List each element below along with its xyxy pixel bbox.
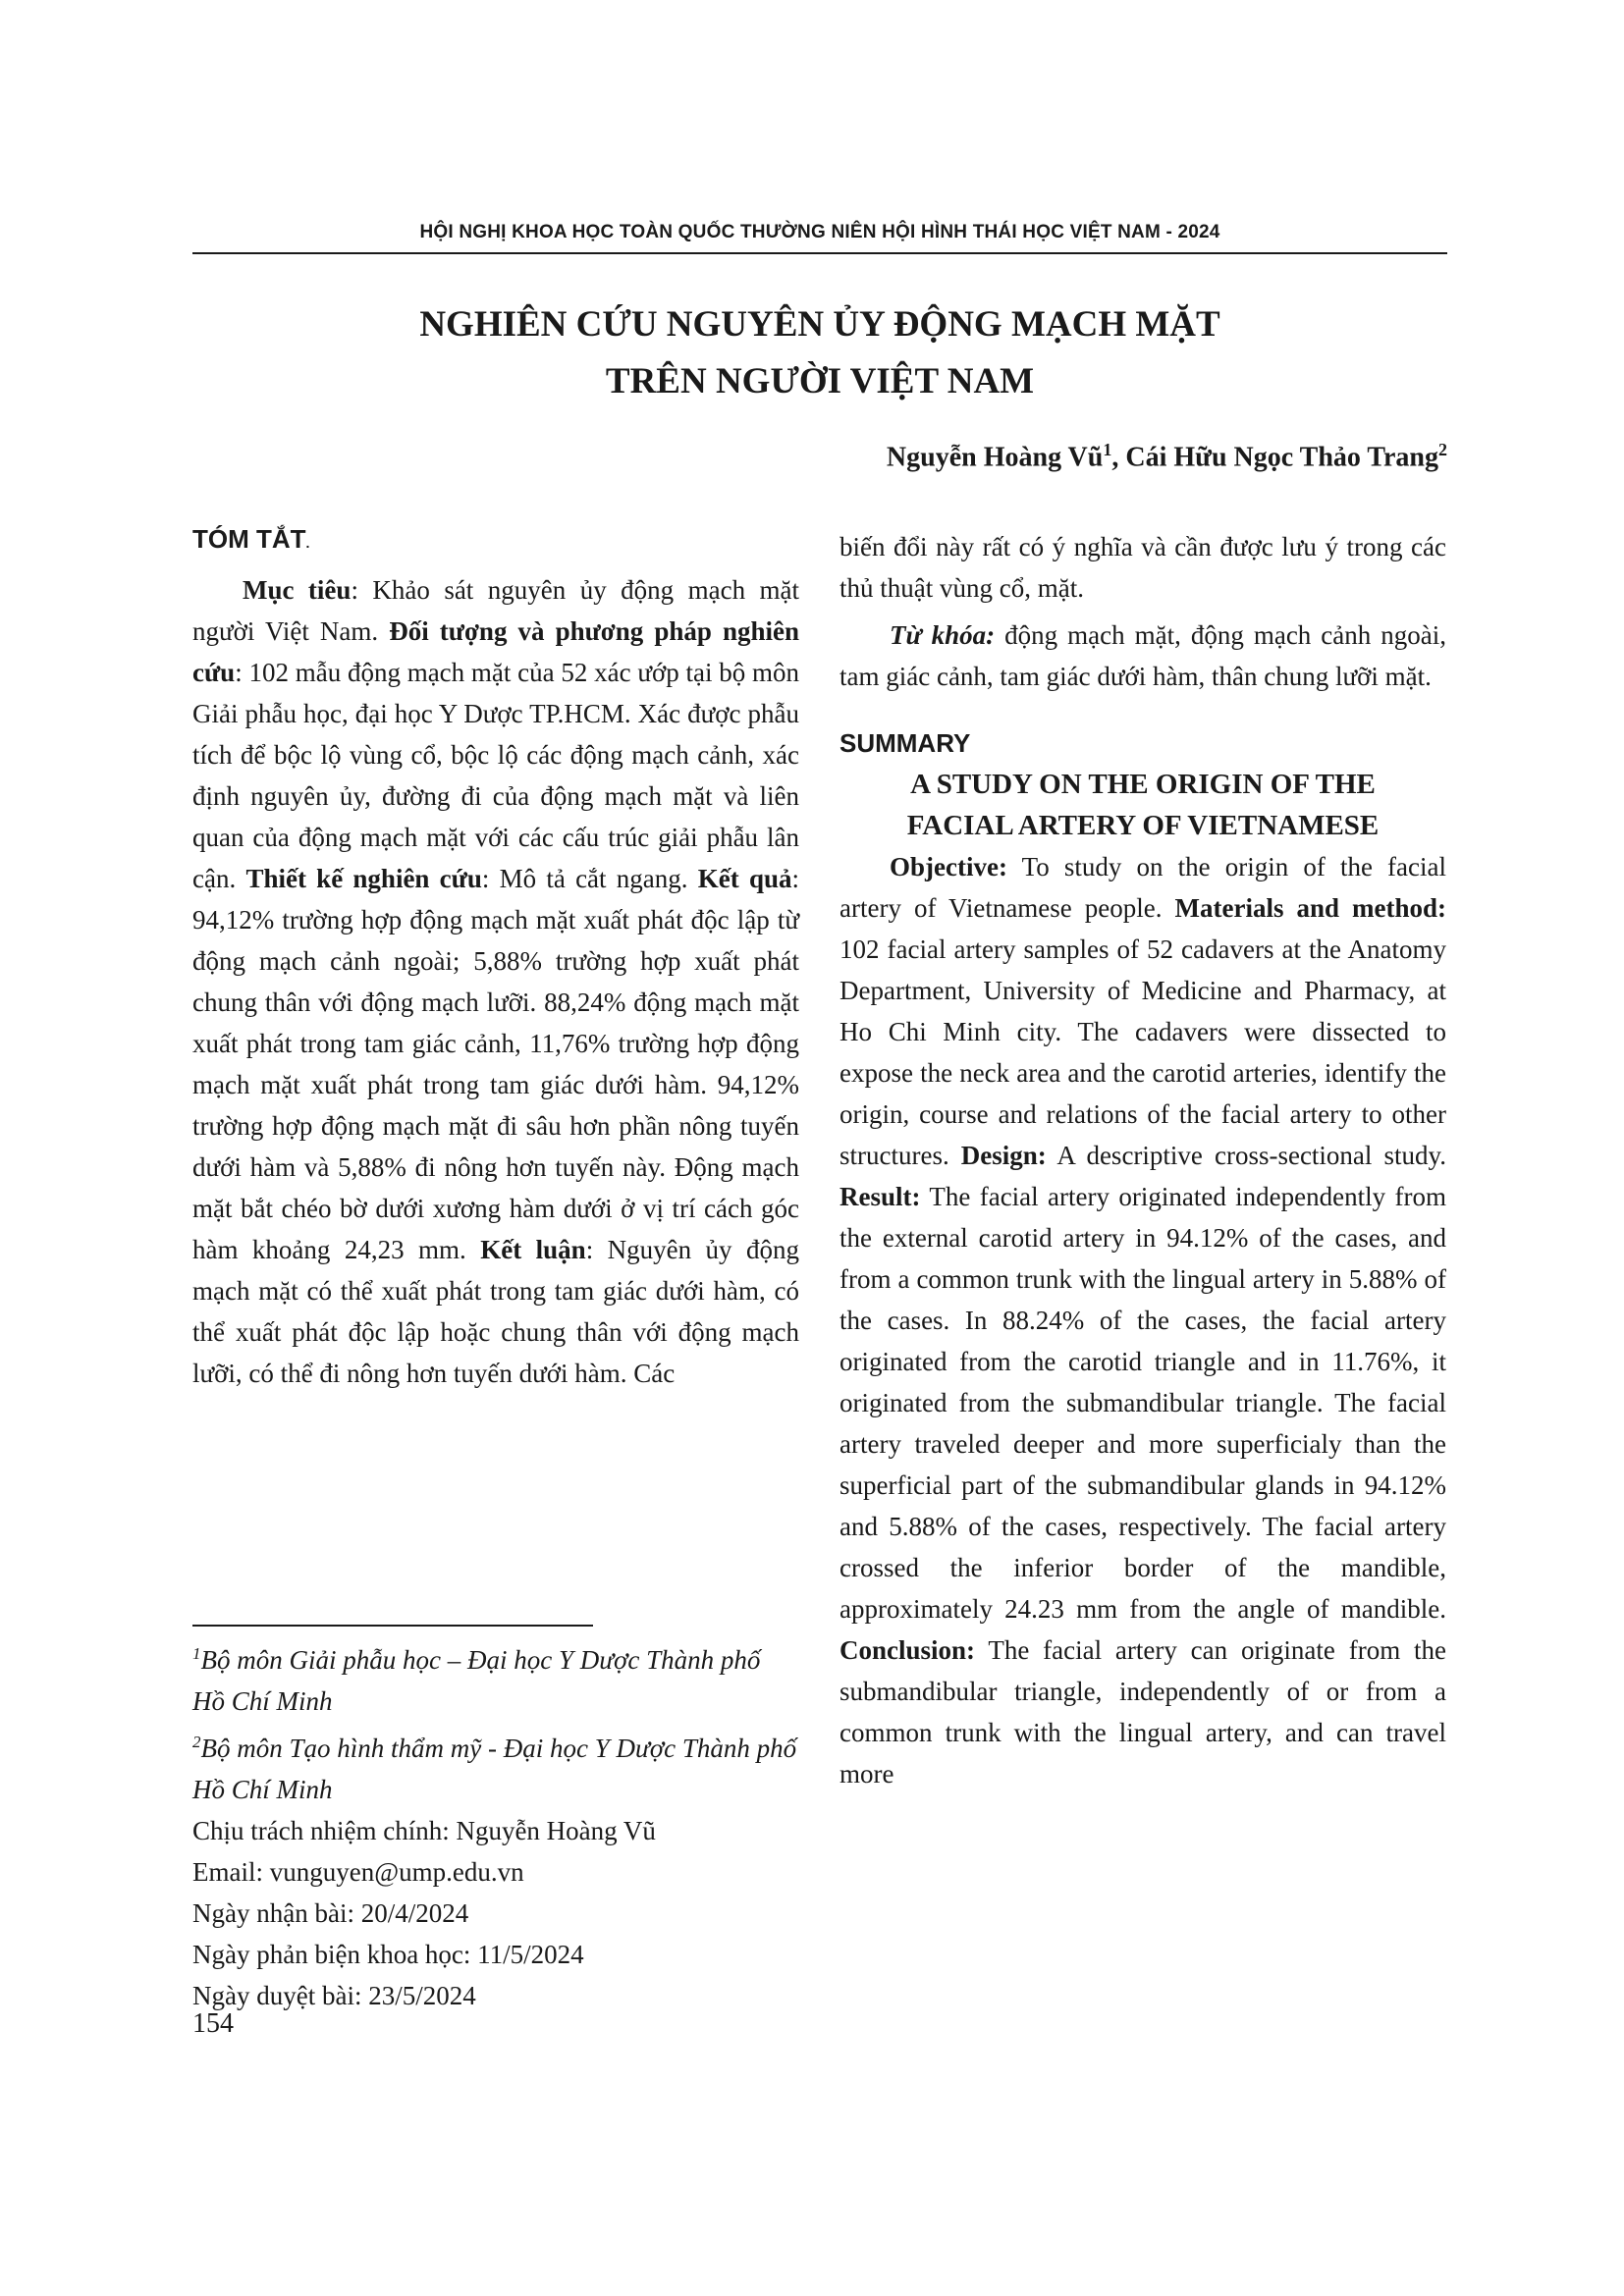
objective-label-en: Objective: xyxy=(890,852,1007,881)
objective-label-vi: Mục tiêu xyxy=(243,575,352,605)
conclusion-text-vi-part1: : Nguyên ủy động mạch mặt có thể xuất phát trong tam giác dưới hàm, có thể xuất phát độc lập hoặc chung thân với động mạch lưỡi, có thể đi nông hơn tuyến dưới hàm. Các xyxy=(192,1235,799,1388)
materials-label-en: Materials and method: xyxy=(1174,893,1446,923)
abstract-en-heading: SUMMARY xyxy=(839,728,971,758)
affiliation-2: $^2$Bộ môn Tạo hình thẩm mỹ - Đại học Y Dược Thành phố Hồ Chí Minh xyxy=(192,1733,797,1804)
date-received: Ngày nhận bài: 20/4/2024 xyxy=(192,1898,469,1928)
date-approved: Ngày duyệt bài: 23/5/2024 xyxy=(192,1981,476,2010)
paper-title xyxy=(192,296,1447,410)
author-1: Nguyễn Hoàng Vũ xyxy=(886,442,1104,473)
conclusion-label-vi: Kết luận xyxy=(480,1235,586,1264)
date-reviewed: Ngày phản biện khoa học: 11/5/2024 xyxy=(192,1940,584,1969)
author-2-affiliation: 2 xyxy=(1438,440,1447,459)
keywords-label-vi: Từ khóa: xyxy=(890,620,996,650)
abstract-vi-heading: TÓM TẮT. xyxy=(192,524,310,554)
footnote-rule xyxy=(192,1625,593,1627)
abstract-vi-body: Mục tiêu: Khảo sát nguyên ủy động mạch mặt người Việt Nam. Đối tượng và phương pháp nghiên cứu: 102 mẫu động mạch mặt của 52 xác ướp tại bộ môn Giải phẫu học, đại học Y Dược TP.HCM. Xác được phẫu tích để bộc lộ vùng cổ, bộc lộ các động mạch cảnh, xác định nguyên ủy, đường đi của động mạch mặt và liên quan của động mạch mặt với các cấu trúc giải phẫu lân cận. Thiết kế nghiên cứu: Mô tả cắt ngang. Kết quả: 94,12% trường hợp động mạch mặt xuất phát độc lập từ động mạch cảnh ngoài; 5,88% trường hợp xuất phát chung thân với động mạch lưỡi. 88,24% động mạch mặt xuất phát trong tam giác cảnh, 11,76% trường hợp động mạch mặt xuất phát trong tam giác dưới hàm. 94,12% trường hợp động mạch mặt đi sâu hơn phần nông tuyến dưới hàm và 5,88% đi nông hơn tuyến này. Động mạch mặt bắt chéo bờ dưới xương hàm dưới ở vị trí cách góc hàm khoảng 24,23 mm. Kết luận: Nguyên ủy động mạch mặt có thể xuất phát trong tam giác dưới hàm, có thể xuất phát độc lập hoặc chung thân với động mạch lưỡi, có thể đi nông hơn tuyến dưới hàm. Các xyxy=(192,575,800,1388)
footnotes xyxy=(192,1633,799,2016)
keywords-vi: Từ khóa: động mạch mặt, động mạch cảnh ngoài, tam giác cảnh, tam giác dưới hàm, thân chung lưỡi mặt. xyxy=(839,620,1446,691)
author-list xyxy=(887,440,1447,473)
affiliation-1: $^1$Bộ môn Giải phẫu học – Đại học Y Dược Thành phố Hồ Chí Minh xyxy=(192,1644,761,1716)
abstract-vi-continuation: biến đổi này rất có ý nghĩa và cần được lưu ý trong các thủ thuật vùng cổ, mặt. xyxy=(839,532,1446,603)
abstract-en-body: Objective: To study on the origin of the facial artery of Vietnamese people. Materials and method: 102 facial artery samples of 52 cadavers at the Anatomy Department, University of Medicine and Pharmacy, at Ho Chi Minh city. The cadavers were dissected to expose the neck area and the carotid arteries, identify the origin, course and relations of the facial artery to other structures. Design: A descriptive cross-sectional study. Result: The facial artery originated independently from the external carotid artery in 94.12% of the cases, and from a common trunk with the lingual artery in 5.88% of the cases. In 88.24% of the cases, the facial artery originated from the carotid triangle and in 11.76%, it originated from the submandibular triangle. The facial artery traveled deeper and more superficialy than the superficial part of the submandibular glands in 94.12% and 5.88% of the cases, respectively. The facial artery crossed the inferior border of the mandible, approximately 24.23 mm from the angle of mandible. Conclusion: The facial artery can originate from the submandibular triangle, independently of or from a common trunk with the lingual artery, and can travel more xyxy=(839,852,1446,1789)
email: Email: vunguyen@ump.edu.vn xyxy=(192,1857,524,1887)
abstract-en-title-line-2: FACIAL ARTERY OF VIETNAMESE xyxy=(906,810,1380,841)
author-1-affiliation: 1 xyxy=(1103,440,1112,459)
heading-mark: . xyxy=(305,535,310,551)
running-header: HỘI NGHỊ KHOA HỌC TOÀN QUỐC THƯỜNG NIÊN HỘI HÌNH THÁI HỌC VIỆT NAM - 2024 xyxy=(419,222,1220,242)
left-column xyxy=(192,518,799,1394)
header-rule xyxy=(192,252,1447,254)
title-line-1: NGHIÊN CỨU NGUYÊN ỦY ĐỘNG MẠCH MẶT xyxy=(419,304,1220,345)
author-2: Cái Hữu Ngọc Thảo Trang xyxy=(1125,442,1438,473)
result-label-en: Result: xyxy=(839,1182,921,1211)
title-line-2: TRÊN NGƯỜI VIỆT NAM xyxy=(605,361,1035,401)
materials-label-vi: Đối tượng và phương pháp nghiên cứu xyxy=(192,616,799,687)
result-label-vi: Kết quả xyxy=(697,864,792,893)
right-column xyxy=(839,526,1446,1794)
corresponding-author: Chịu trách nhiệm chính: Nguyễn Hoàng Vũ xyxy=(192,1816,656,1845)
conclusion-label-en: Conclusion: xyxy=(839,1635,976,1665)
abstract-en-title-line-1: A STUDY ON THE ORIGIN OF THE xyxy=(910,769,1376,800)
author-separator: , xyxy=(1111,442,1126,473)
design-label-en: Design: xyxy=(960,1141,1047,1170)
design-label-vi: Thiết kế nghiên cứu xyxy=(245,864,482,893)
page-number: 154 xyxy=(192,2008,234,2039)
